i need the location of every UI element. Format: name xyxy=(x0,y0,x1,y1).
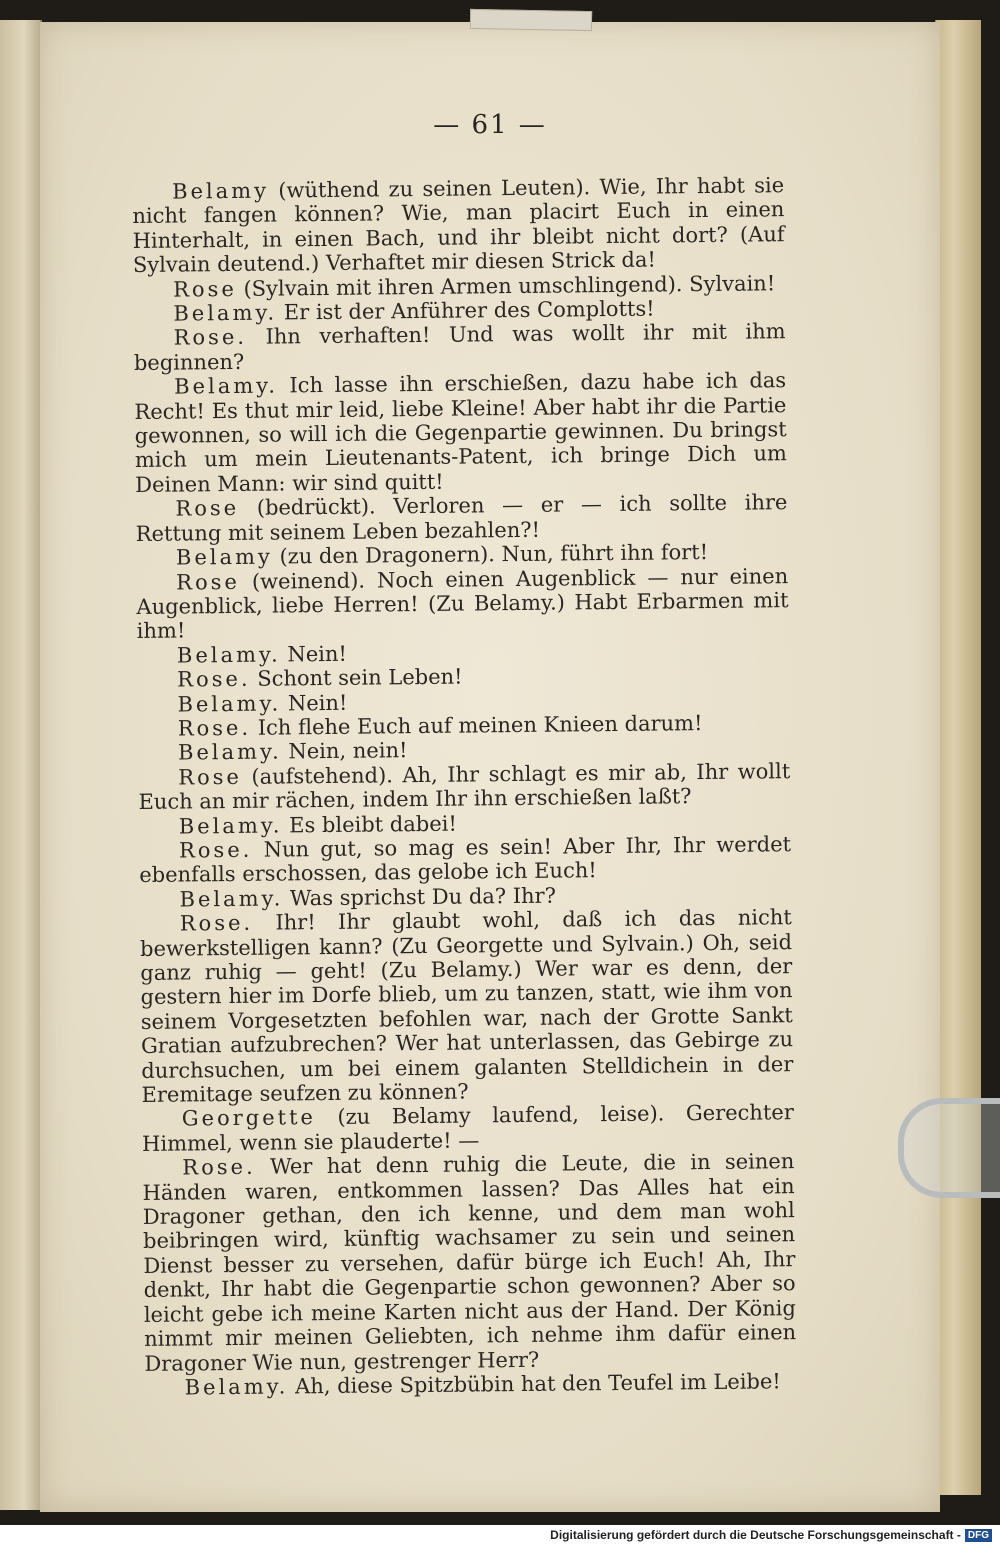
dialogue-text: (bedrückt). Verloren — er — ich sollte ihre Rettung mit seinem Leben bezahlen?! xyxy=(135,490,788,546)
dialogue-text: Er ist der Anführer des Complotts! xyxy=(277,296,655,325)
dialogue-paragraph xyxy=(136,564,789,644)
speaker-name: Belamy xyxy=(175,544,273,570)
dialogue-paragraph xyxy=(132,173,785,277)
dialogue-text: Ah, diese Spitzbübin hat den Teufel im Leibe! xyxy=(288,1369,781,1399)
dialogue-text: (aufstehend). Ah, Ihr schlagt es mir ab, Ihr wollt Euch an mir rächen, indem Ihr ihn erschießen laßt? xyxy=(138,758,791,815)
dialogue-paragraph xyxy=(134,320,786,376)
speaker-name: Rose. xyxy=(177,666,251,692)
dialogue-text: Nein, nein! xyxy=(281,738,408,764)
dialogue-text: Schont sein Leben! xyxy=(250,664,463,691)
dialogue-text: Ich lasse ihn erschießen, dazu habe ich das Recht! Es thut mir leid, liebe Kleine! Aber habt ihr die Partie gewonnen, so will ich die Gegenpartie gewinnen. Du bringst mich um mein Lieutenants-Patent, ich bringe Dich um Deinen Mann: wir sind quitt! xyxy=(134,368,788,497)
dfg-logo: DFG xyxy=(965,1529,992,1542)
dialogue-text: Nein! xyxy=(281,690,348,715)
dialogue-text: Nein! xyxy=(280,641,348,667)
dialogue-paragraph xyxy=(139,832,791,888)
dialogue-text: (zu den Dragonern). Nun, führt ihn fort! xyxy=(272,540,709,569)
speaker-name: Rose xyxy=(178,764,243,790)
page-stack-edge xyxy=(935,20,981,1495)
dialogue-paragraph xyxy=(140,905,794,1107)
dialogue-text: (weinend). Noch einen Augenblick — nur einen Augenblick, liebe Herren! (Zu Belamy.) Habt Erbarmen mit ihm! xyxy=(136,563,789,644)
speaker-name: Rose. xyxy=(177,715,252,741)
dialogue-text: Ihr! Ihr glaubt wohl, daß ich das nicht bewerkstelligen kann? (Zu Georgette und Sylvain.) Oh, seid ganz ruhig — geht! (Zu Belamy.) Wer war es denn, der gestern hier im Dorfe blieb, um zu tanzen, statt, wie ihm von seinem Vorgesetzten befohlen war, nach der Grotte Sankt Gratian aufzubrechen? Wer hat unterlassen, das Gebirge zu durchsuchen, um bei einem galanten Stelldichein in der Eremitage seufzen zu können? xyxy=(139,905,794,1107)
speaker-name: Belamy. xyxy=(184,1374,289,1400)
dialogue-paragraph xyxy=(138,759,790,815)
dialogue-text: (Sylvain mit ihren Armen umschlingend). Sylvain! xyxy=(236,270,776,301)
dialogue-text: (zu Belamy laufend, leise). Gerechter Himmel, wenn sie plauderte! — xyxy=(141,1100,794,1156)
page-number: — 61 — xyxy=(433,110,547,140)
paper-tab xyxy=(470,9,592,31)
speaker-name: Belamy. xyxy=(177,739,282,765)
digitization-credit xyxy=(550,1528,992,1542)
page-text xyxy=(132,173,797,1400)
credit-text: Digitalisierung gefördert durch die Deutsche Forschungsgemeinschaft - xyxy=(550,1528,961,1542)
dialogue-text: Nun gut, so mag es sein! Aber Ihr, Ihr werdet ebenfalls erschossen, das gelobe ich Euch! xyxy=(139,832,792,888)
dialogue-text: Ihn verhaften! Und was wollt ihr mit ihm beginnen? xyxy=(133,319,786,375)
dialogue-paragraph xyxy=(134,368,787,497)
speaker-name: Belamy. xyxy=(173,300,278,326)
speaker-name: Rose xyxy=(176,569,241,595)
speaker-name: Rose xyxy=(173,276,237,302)
dialogue-paragraph xyxy=(135,490,787,546)
previous-page-edge xyxy=(0,20,42,1510)
speaker-name: Rose xyxy=(175,496,240,521)
speaker-name: Belamy. xyxy=(179,886,284,912)
dialogue-text: (wüthend zu seinen Leuten). Wie, Ihr habt sie nicht fangen können? Wie, man placirt Euch in einen Hinterhalt, in einen Bach, und ihr bleibt nicht dort? (Auf Sylvain deutend.) Verhaftet mir diesen Strick da! xyxy=(132,173,785,278)
speaker-name: Belamy. xyxy=(174,373,279,399)
dialogue-text: Ich flehe Euch auf meinen Knieen darum! xyxy=(250,710,703,740)
speaker-name: Belamy. xyxy=(176,642,281,668)
speaker-name: Rose. xyxy=(173,325,248,351)
paper-clip xyxy=(898,1098,1000,1198)
speaker-name: Belamy. xyxy=(177,690,282,717)
speaker-name: Rose. xyxy=(179,910,254,936)
speaker-name: Georgette xyxy=(181,1105,317,1131)
book-page xyxy=(40,22,940,1512)
dialogue-paragraph xyxy=(142,1101,794,1157)
dialogue-text: Was sprichst Du da? Ihr? xyxy=(283,883,557,911)
speaker-name: Belamy xyxy=(171,178,270,204)
dialogue-paragraph xyxy=(142,1149,796,1375)
speaker-name: Belamy. xyxy=(178,813,283,839)
speaker-name: Rose. xyxy=(178,837,253,863)
speaker-name: Rose. xyxy=(182,1155,256,1180)
dialogue-text: Wer hat denn ruhig die Leute, die in seinen Händen waren, entkommen lassen? Das Alles hat ein Dragoner gethan, den ich kenne, und dem man wohl beibringen wird, künftig wachsamer zu sein und seinen Dienst besser zu versehen, dafür bürge ich Euch! Ah, Ihr denkt, Ihr habt die Gegenpartie schon gewonnen? Aber so leicht gebe ich meine Karten nicht aus der Hand. Der König nimmt mir meinen Geliebten, ich nehme ihm dafür einen Dragoner Wie nun, gestrenger Herr? xyxy=(142,1149,797,1376)
dialogue-text: Es bleibt dabei! xyxy=(282,811,457,838)
